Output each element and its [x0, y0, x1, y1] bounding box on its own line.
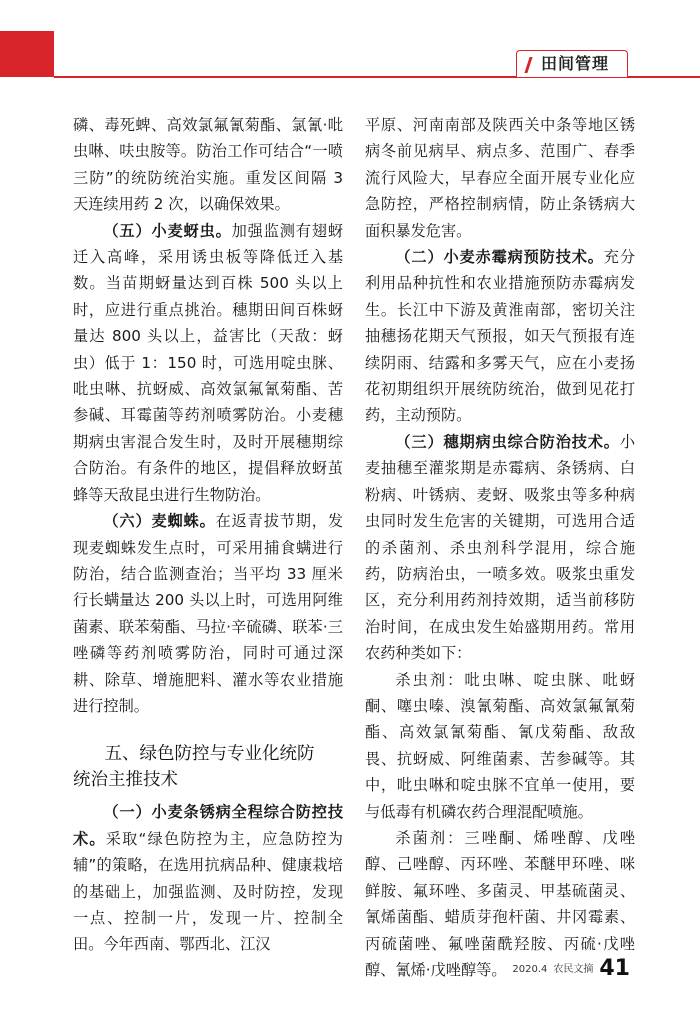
paragraph: 平原、河南南部及陕西关中条等地区锈病冬前见病早、病点多、范围广、春季流行风险大，早春应全面开展专业化应急防控，严格控制病情，防止条锈病大面积暴发危害。: [365, 116, 635, 240]
paragraph: 磷、毒死蜱、高效氯氟氰菊酯、氯氰·吡虫啉、呋虫胺等。防治工作可结合“一喷三防”的统防统治实施。重发区间隔 3 天连续用药 2 次，以确保效果。: [73, 116, 343, 214]
paragraph-body: 加强监测有翅蚜迁入高峰，采用诱虫板等降低迁入基数。当苗期蚜量达到百株 500 头以上时，应进行重点挑治。穗期田间百株蚜量达 800 头以上，益害比（天敌：蚜虫）低于 1：150 时，可选用啶虫脒、吡虫啉、抗蚜威、高效氯氟氰菊酯、苦参碱、耳霉菌等药剂喷雾防治。小麦穗期病虫害混合发生时，及时开展穗期综合防治。有条件的地区，提倡释放蚜茧蜂等天敌昆虫进行生物防治。: [73, 221, 344, 504]
subheading: （三）穗期病虫综合防治技术。: [395, 432, 620, 451]
section-heading: [73, 741, 343, 793]
subheading: （六）麦蜘蛛。: [103, 512, 216, 531]
subheading: （五）小麦蚜虫。: [103, 221, 232, 240]
paragraph-body: 充分利用品种抗性和农业措施预防赤霉病发生。长江中下游及黄淮南部，密切关注抽穗扬花期天气预报，如天气预报有连续阴雨、结露和多雾天气，应在小麦扬花初期组织开展统防统治，做到见花打药，主动预防。: [365, 248, 636, 425]
paragraph-body: 小麦抽穗至灌浆期是赤霉病、条锈病、白粉病、叶锈病、麦蚜、吸浆虫等多种病虫同时发生危害的关键期，可选用合适的杀菌剂、杀虫剂科学混用，综合施药，防病治虫，一喷多效。吸浆虫重发区，充分利用药剂持效期，适当前移防治时间，在成虫发生始盛期用药。常用农药种类如下：: [365, 432, 635, 663]
magazine-name: 农民文摘: [553, 964, 594, 975]
paragraph: [365, 429, 635, 667]
issue-date: 2020.4: [512, 964, 548, 975]
section-tab: [516, 50, 628, 77]
paragraph: [365, 244, 635, 429]
subheading: （一）小麦条锈病全程综合防控技术。: [73, 803, 343, 848]
paragraph: [73, 799, 343, 957]
paragraph-body: 采取“绿色防控为主，应急防控为辅”的策略，在选用抗病品种、健康栽培的基础上，加强监测、及时防控，发现一点、控制一片，发现一片、控制全田。今年西南、鄂西北、江汉: [73, 829, 343, 954]
page-number: 41: [599, 956, 630, 981]
tab-slash-mark: [524, 57, 532, 73]
heading-line: 五、绿色防控与专业化统防: [104, 744, 315, 765]
paragraph: 杀菌剂：三唑酮、烯唑醇、戊唑醇、己唑醇、丙环唑、苯醚甲环唑、咪鲜胺、氟环唑、多菌灵、甲基硫菌灵、氰烯菌酯、蜡质芽孢杆菌、井冈霉素、丙硫菌唑、氟唑菌酰羟胺、丙硫·戊唑醇、氰烯·戊唑醇等。: [365, 828, 635, 979]
header-red-block: [0, 31, 54, 77]
left-column: [73, 112, 343, 958]
paragraph-body: 在返青拔节期，发现麦蜘蛛发生点时，可采用捕食螨进行防治，结合监测查治；当平均 33 厘米行长螨量达 200 头以上时，可选用阿维菌素、联苯菊酯、马拉·辛硫磷、联苯·三唑磷等药剂喷雾防治，同时可通过深耕、除草、增施肥料、灌水等农业措施进行控制。: [73, 512, 344, 715]
paragraph: [73, 508, 343, 719]
right-column: [365, 112, 635, 983]
paragraph: [73, 218, 343, 508]
paragraph: 杀虫剂：吡虫啉、啶虫脒、吡蚜酮、噻虫嗪、溴氰菊酯、高效氯氟氰菊酯、高效氯氰菊酯、氰戊菊酯、敌敌畏、抗蚜威、阿维菌素、苦参碱等。其中，吡虫啉和啶虫脒不宜单一使用，要与低毒有机磷农药合理混配喷施。: [365, 670, 635, 821]
heading-line: 统治主推技术: [73, 770, 178, 791]
section-title: 田间管理: [541, 54, 610, 73]
subheading: （二）小麦赤霉病预防技术。: [395, 248, 604, 267]
page-footer: [512, 951, 630, 981]
